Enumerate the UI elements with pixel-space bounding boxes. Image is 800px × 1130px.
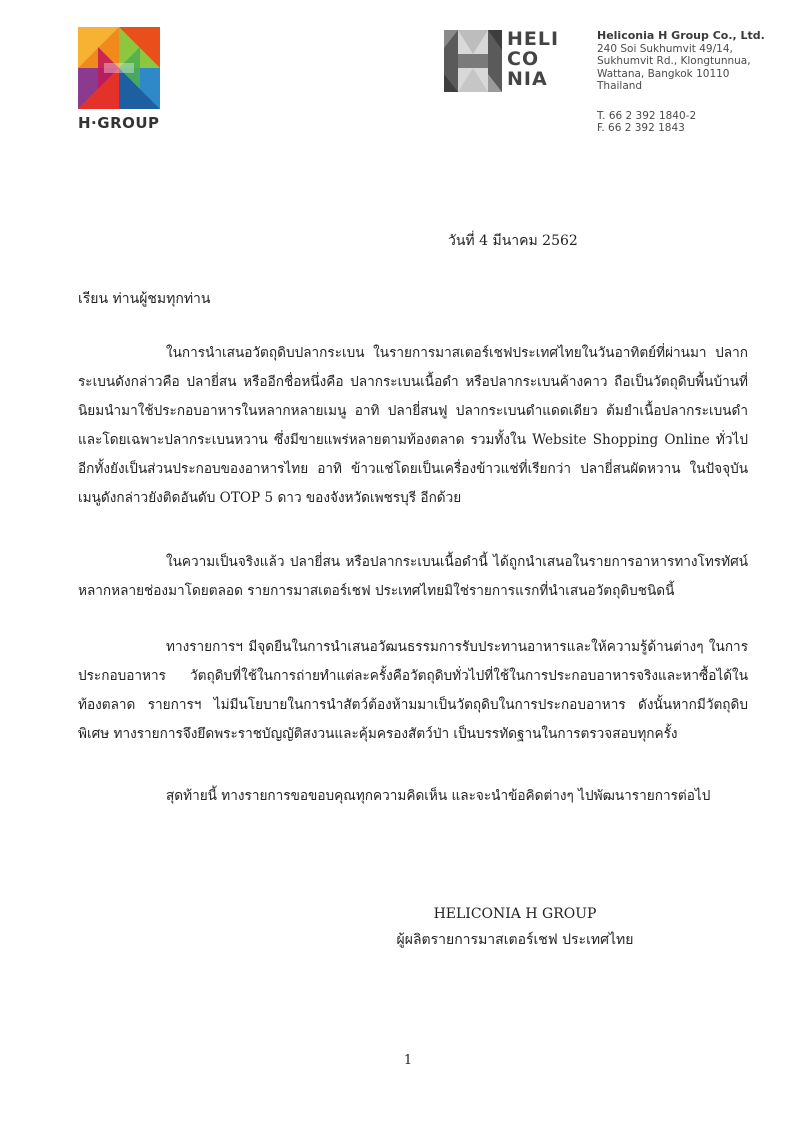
hgroup-logo-mark-icon [78,27,160,109]
heliconia-wordmark [507,29,559,89]
heliconia-word-line: CO [507,48,540,70]
address-line: Wattana, Bangkok 10110 [597,67,730,80]
paragraph-text: สุดท้ายนี้ ทางรายการขอขอบคุณทุกความคิดเห็น และจะนำข้อคิดต่างๆ ไปพัฒนารายการต่อไป [166,788,711,804]
letter-paragraph [78,339,748,513]
heliconia-logo [444,30,569,94]
signature-title: ผู้ผลิตรายการมาสเตอร์เชฟ ประเทศไทย [396,932,634,948]
heliconia-word-line: HELI [507,28,560,50]
company-phone: T. 66 2 392 1840-2 [597,109,697,122]
address-line: 240 Soi Sukhumvit 49/14, [597,42,733,55]
paragraph-text: ในความเป็นจริงแล้ว ปลายี่สน หรือปลากระเบนเนื้อดำนี้ ได้ถูกนำเสนอในรายการอาหารทางโทรทัศน์หลากหลายช่องมาโดยตลอด รายการมาสเตอร์เชฟ ประเทศไทยมิใช่รายการแรกที่นำเสนอวัตถุดิบชนิดนี้ [78,554,748,599]
hgroup-logo [78,27,162,132]
signature-block [390,901,640,953]
heliconia-word-line: NIA [507,68,548,90]
company-name: Heliconia H Group Co., Ltd. [597,29,765,42]
heliconia-logo-mark-icon [444,30,502,92]
paragraph-text: ทางรายการฯ มีจุดยืนในการนำเสนอวัฒนธรรมการรับประทานอาหารและให้ความรู้ด้านต่างๆ ในการประกอบอาหาร วัตถุดิบที่ใช้ในการถ่ายทำแต่ละครั้งคือวัตถุดิบทั่วไปที่ใช้ในการประกอบอาหารจริงและหาซื้อได้ในท้องตลาด รายการฯ ไม่มีนโยบายในการนำสัตว์ต้องห้ามมาเป็นวัตถุดิบในการประกอบอาหาร ดังนั้นหากมีวัตถุดิบพิเศษ ทางรายการจึงยึดพระราชบัญญัติสงวนและคุ้มครองสัตว์ป่า เป็นบรรทัดฐานในการตรวจสอบทุกครั้ง [78,639,748,742]
letter-salutation: เรียน ท่านผู้ชมทุกท่าน [78,291,211,307]
address-line: Thailand [597,80,643,92]
signature-company: HELICONIA H GROUP [433,906,597,922]
letter-paragraph [78,633,748,749]
letter-paragraph [78,782,748,811]
company-fax: F. 66 2 392 1843 [597,122,685,134]
page-number: 1 [403,1053,413,1068]
letter-paragraph [78,548,748,606]
hgroup-logo-text: H·GROUP [78,114,160,132]
paragraph-text: ในการนำเสนอวัตถุดิบปลากระเบน ในรายการมาสเตอร์เชฟประเทศไทยในวันอาทิตย์ที่ผ่านมา ปลากระเบนดังกล่าวคือ ปลายี่สน หรืออีกชื่อหนึ่งคือ ปลากระเบนเนื้อดำ หรือปลากระเบนค้างคาว ถือเป็นวัตถุดิบพื้นบ้านที่นิยมนำมาใช้ประกอบอาหารในหลากหลายเมนู อาทิ ปลายี่สนฟู ปลากระเบนดำแดดเดียว ต้มยำเนื้อปลากระเบนดำ และโดยเฉพาะปลากระเบนหวาน ซึ่งมีขายแพร่หลายตามท้องตลาด รวมทั้งใน Website Shopping Online ทั่วไป อีกทั้งยังเป็นส่วนประกอบของอาหารไทย อาทิ ข้าวแช่โดยเป็นเครื่องข้าวแช่ที่เรียกว่า ปลายี่สนผัดหวาน ในปัจจุบันเมนูดังกล่าวยังติดอันดับ OTOP 5 ดาว ของจังหวัดเพชรบุรี อีกด้วย [78,345,748,506]
letter-date: วันที่ 4 มีนาคม 2562 [448,233,578,249]
address-line: Sukhumvit Rd., Klongtunnua, [597,55,751,67]
company-address-block [597,30,787,135]
